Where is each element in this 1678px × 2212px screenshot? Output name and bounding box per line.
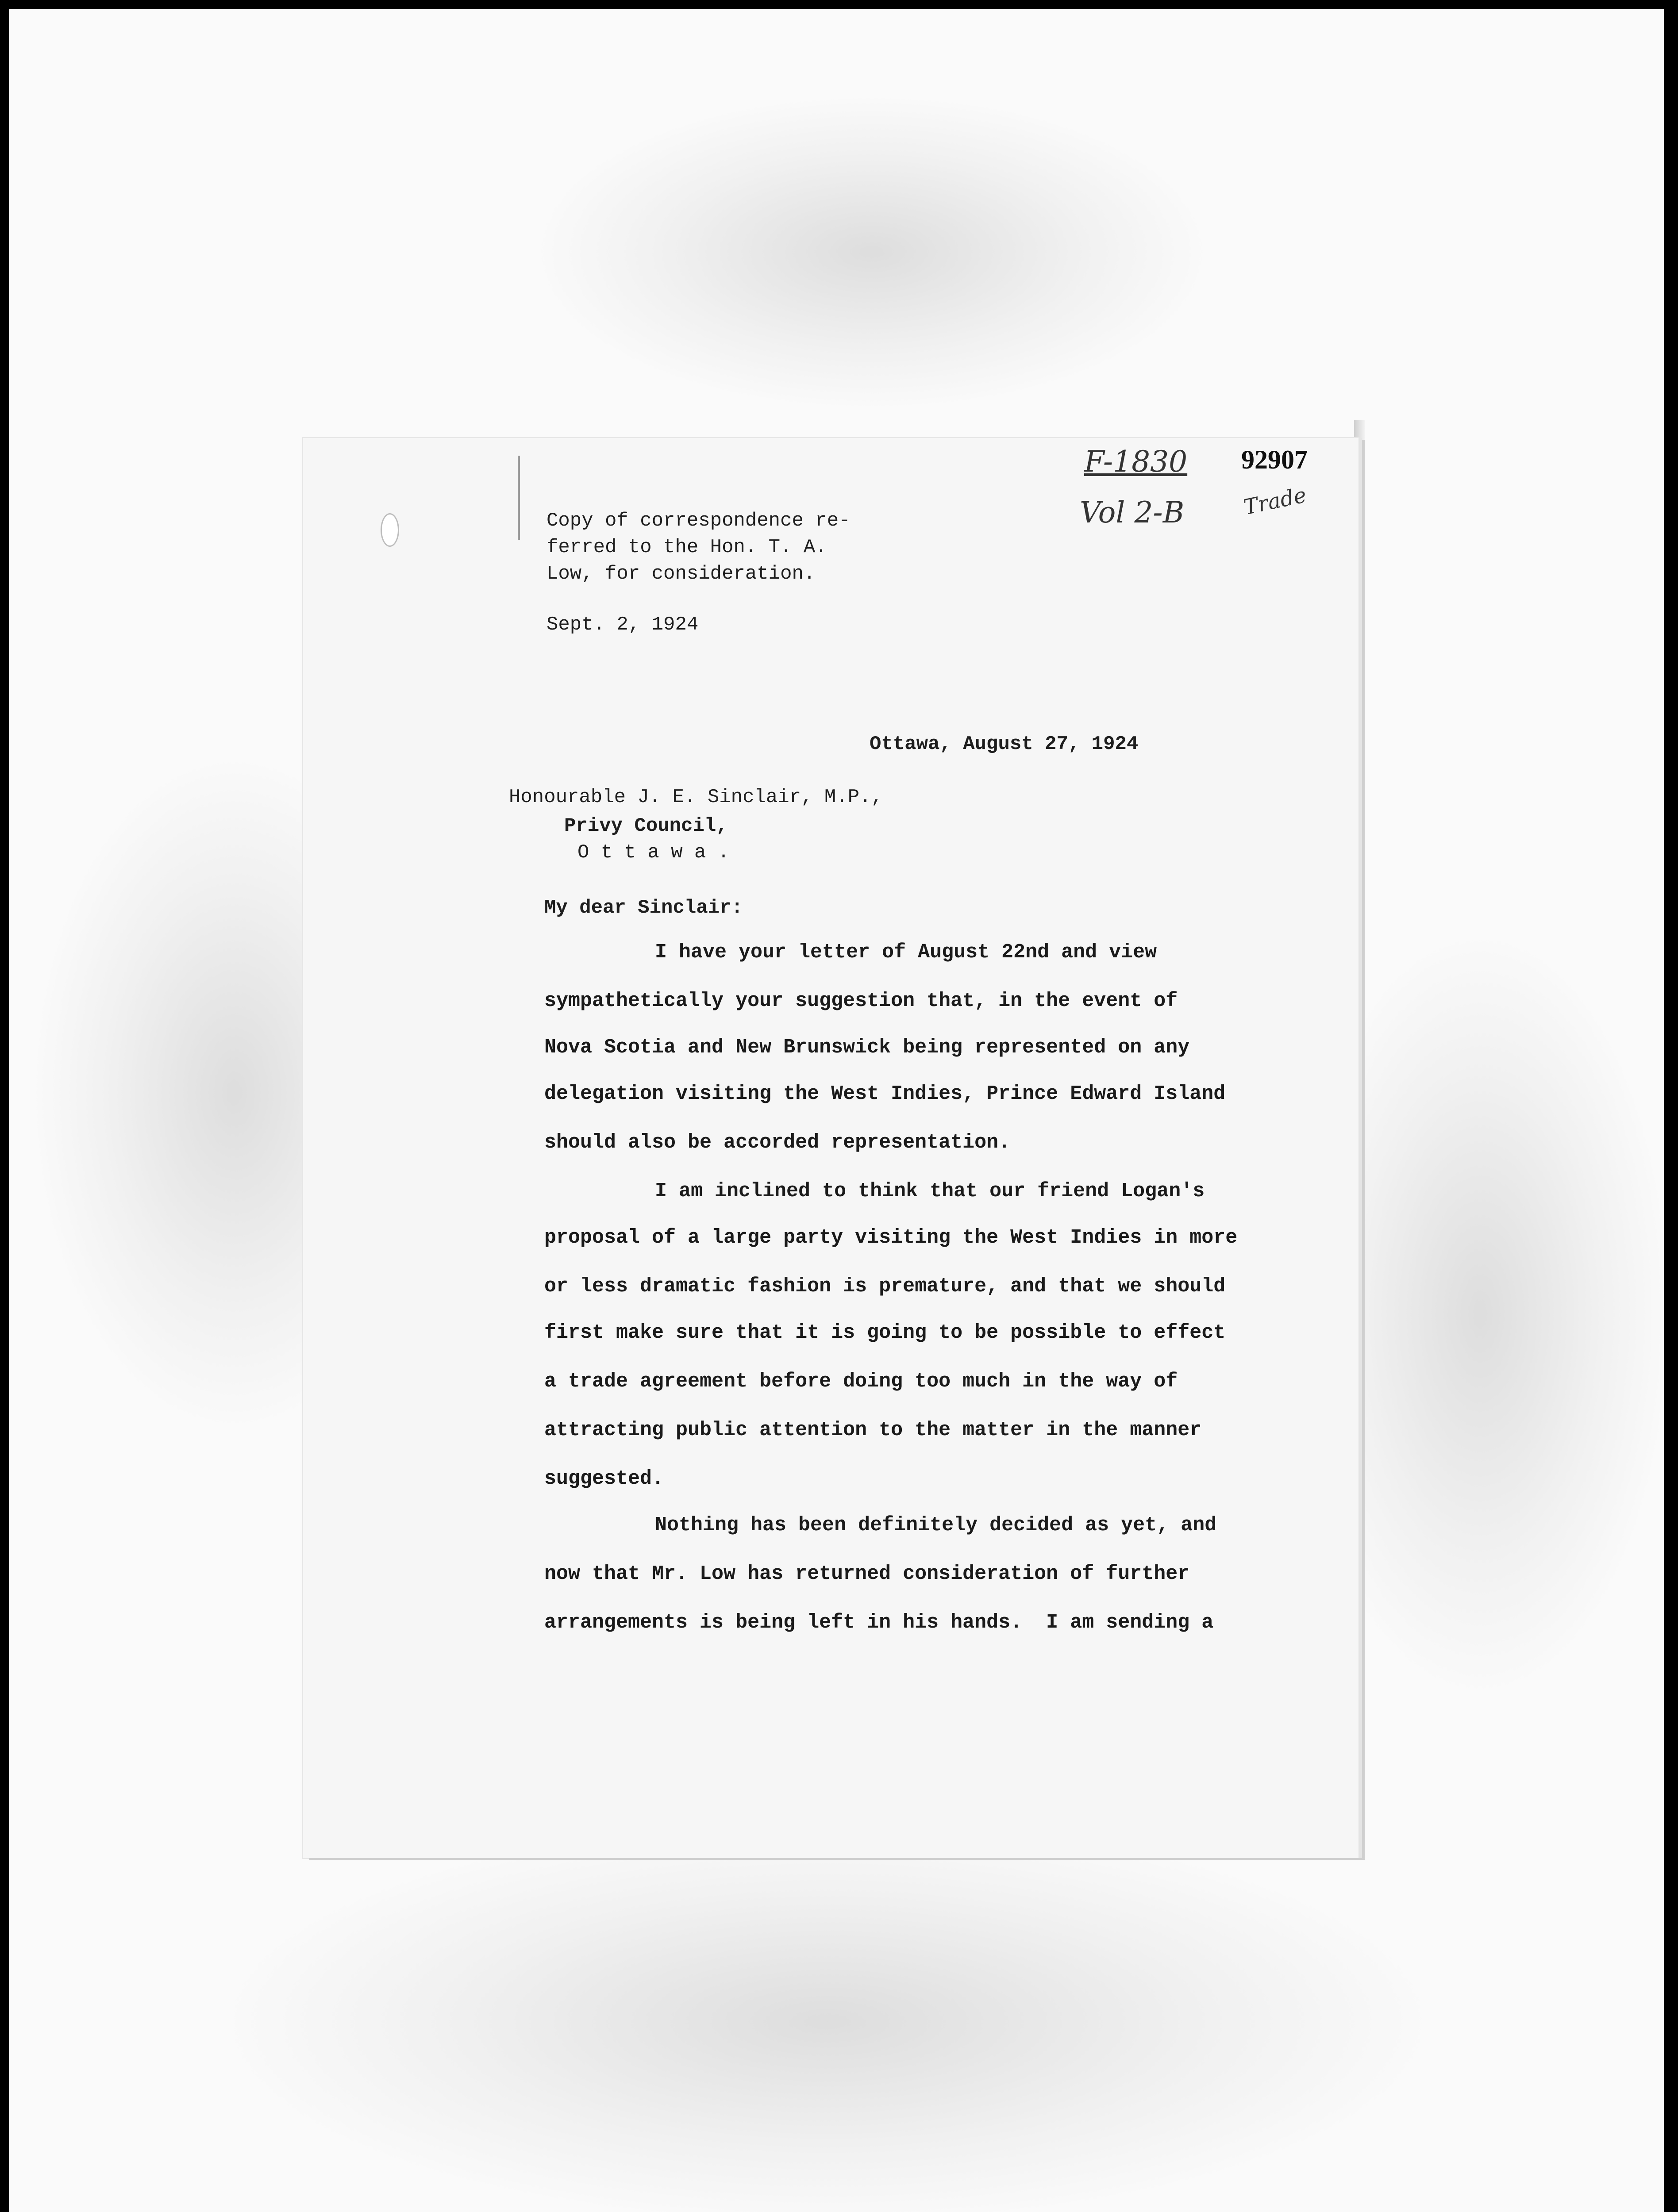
salutation: My dear Sinclair:: [544, 897, 743, 919]
page-number-stamp: 92907: [1241, 445, 1308, 474]
body-line: Nothing has been definitely decided as yet, and: [655, 1514, 1217, 1536]
background-smudge: [230, 1823, 1425, 2212]
body-line: first make sure that it is going to be possible to effect: [544, 1321, 1226, 1344]
file-reference-handwritten: F-1830: [1084, 445, 1188, 479]
body-line: I am inclined to think that our friend Logan's: [655, 1180, 1205, 1202]
body-line: should also be accorded representation.: [544, 1131, 1011, 1154]
background-smudge: [540, 97, 1204, 407]
body-line: arrangements is being left in his hands. I am sending a: [544, 1611, 1214, 1634]
referral-date: Sept. 2, 1924: [547, 614, 699, 636]
body-line: I have your letter of August 22nd and view: [655, 941, 1157, 964]
dateline: Ottawa, August 27, 1924: [870, 733, 1139, 755]
body-line: a trade agreement before doing too much in the way of: [544, 1370, 1178, 1393]
addressee-line: O t t a w a .: [577, 841, 730, 864]
body-line: delegation visiting the West Indies, Prince Edward Island: [544, 1083, 1226, 1105]
addressee-line: Honourable J. E. Sinclair, M.P.,: [509, 786, 883, 808]
body-line: now that Mr. Low has returned consideration of further: [544, 1563, 1190, 1585]
addressee-line: Privy Council,: [564, 815, 728, 837]
body-line: sympathetically your suggestion that, in the event of: [544, 990, 1178, 1012]
referral-note-line: ferred to the Hon. T. A.: [547, 536, 827, 558]
body-line: Nova Scotia and New Brunswick being represented on any: [544, 1036, 1190, 1059]
body-line: suggested.: [544, 1467, 664, 1490]
referral-note-line: Low, for consideration.: [547, 563, 816, 585]
punch-hole: [381, 513, 399, 547]
margin-mark: [518, 456, 520, 540]
body-line: or less dramatic fashion is premature, and that we should: [544, 1275, 1226, 1298]
volume-note-handwritten: Vol 2-B: [1080, 495, 1185, 530]
body-line: proposal of a large party visiting the West Indies in more: [544, 1226, 1238, 1249]
body-line: attracting public attention to the matter in the manner: [544, 1419, 1202, 1441]
subject-note-handwritten: Trade: [1241, 482, 1309, 520]
referral-note-line: Copy of correspondence re-: [547, 510, 851, 532]
microfilm-photo: [9, 9, 1664, 2212]
